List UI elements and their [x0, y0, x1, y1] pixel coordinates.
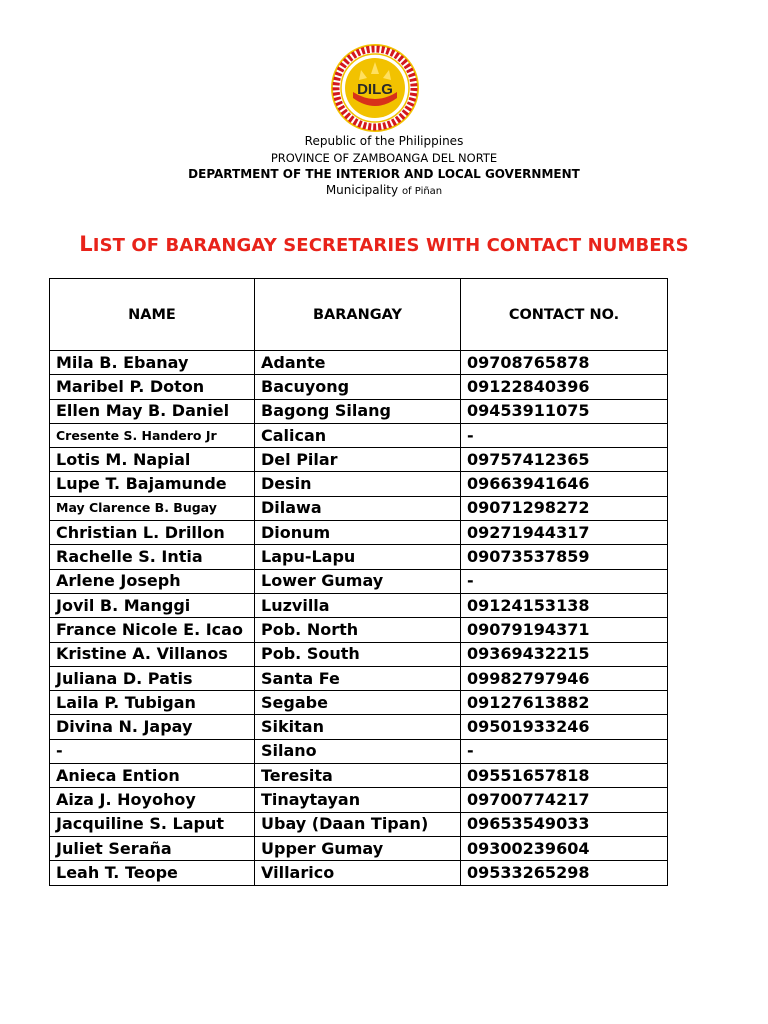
- cell-contact: -: [461, 423, 668, 447]
- cell-name: Divina N. Japay: [50, 715, 255, 739]
- cell-name: Jacquiline S. Laput: [50, 812, 255, 836]
- table-row: [50, 593, 668, 617]
- cell-barangay: Tinaytayan: [255, 788, 461, 812]
- cell-barangay: Lapu-Lapu: [255, 545, 461, 569]
- cell-name: Ellen May B. Daniel: [50, 399, 255, 423]
- table-row: [50, 569, 668, 593]
- cell-contact: 09653549033: [461, 812, 668, 836]
- table-row: [50, 448, 668, 472]
- table-row: [50, 423, 668, 447]
- table-row: [50, 666, 668, 690]
- cell-barangay: Villarico: [255, 861, 461, 885]
- cell-contact: 09300239604: [461, 836, 668, 860]
- municipality-label: Municipality: [325, 183, 399, 197]
- cell-barangay: Ubay (Daan Tipan): [255, 812, 461, 836]
- table-header-row: [50, 279, 668, 351]
- cell-contact: 09271944317: [461, 521, 668, 545]
- cell-contact: 09071298272: [461, 496, 668, 520]
- cell-name: Lotis M. Napial: [50, 448, 255, 472]
- cell-barangay: Upper Gumay: [255, 836, 461, 860]
- cell-name: Rachelle S. Intia: [50, 545, 255, 569]
- cell-barangay: Silano: [255, 739, 461, 763]
- cell-name: Cresente S. Handero Jr: [50, 423, 255, 447]
- table-row: [50, 375, 668, 399]
- cell-barangay: Dilawa: [255, 496, 461, 520]
- table-row: [50, 812, 668, 836]
- cell-barangay: Pob. North: [255, 618, 461, 642]
- cell-contact: 09708765878: [461, 351, 668, 375]
- cell-name: Aiza J. Hoyohoy: [50, 788, 255, 812]
- cell-barangay: Sikitan: [255, 715, 461, 739]
- cell-name: Laila P. Tubigan: [50, 691, 255, 715]
- cell-contact: -: [461, 569, 668, 593]
- cell-name: Maribel P. Doton: [50, 375, 255, 399]
- cell-contact: 09501933246: [461, 715, 668, 739]
- table-row: [50, 691, 668, 715]
- table-row: [50, 521, 668, 545]
- table-row: [50, 739, 668, 763]
- cell-barangay: Adante: [255, 351, 461, 375]
- cell-contact: 09700774217: [461, 788, 668, 812]
- table-row: [50, 496, 668, 520]
- page-title: [0, 232, 768, 256]
- cell-contact: -: [461, 739, 668, 763]
- cell-contact: 09124153138: [461, 593, 668, 617]
- table-row: [50, 399, 668, 423]
- secretaries-table: [49, 278, 668, 886]
- cell-name: Leah T. Teope: [50, 861, 255, 885]
- table-row: [50, 764, 668, 788]
- title-rest: IST OF BARANGAY SECRETARIES WITH CONTACT NUMBERS: [92, 235, 689, 256]
- cell-barangay: Pob. South: [255, 642, 461, 666]
- header-department: DEPARTMENT OF THE INTERIOR AND LOCAL GOVERNMENT: [188, 167, 580, 181]
- column-header-name: NAME: [50, 279, 255, 351]
- header-municipality: [0, 183, 768, 197]
- table-row: [50, 545, 668, 569]
- cell-name: May Clarence B. Bugay: [50, 496, 255, 520]
- header-republic: Republic of the Philippines: [304, 134, 464, 148]
- cell-contact: 09079194371: [461, 618, 668, 642]
- cell-name: Juliana D. Patis: [50, 666, 255, 690]
- cell-barangay: Santa Fe: [255, 666, 461, 690]
- cell-contact: 09073537859: [461, 545, 668, 569]
- cell-name: Kristine A. Villanos: [50, 642, 255, 666]
- table-row: [50, 715, 668, 739]
- cell-contact: 09533265298: [461, 861, 668, 885]
- cell-barangay: Lower Gumay: [255, 569, 461, 593]
- cell-barangay: Desin: [255, 472, 461, 496]
- table-row: [50, 836, 668, 860]
- cell-name: Mila B. Ebanay: [50, 351, 255, 375]
- cell-contact: 09757412365: [461, 448, 668, 472]
- table-row: [50, 472, 668, 496]
- dilg-seal-logo: [331, 44, 419, 132]
- cell-name: Arlene Joseph: [50, 569, 255, 593]
- cell-name: Anieca Ention: [50, 764, 255, 788]
- table-row: [50, 618, 668, 642]
- cell-contact: 09122840396: [461, 375, 668, 399]
- cell-barangay: Bagong Silang: [255, 399, 461, 423]
- logo-text: DILG: [357, 81, 393, 98]
- cell-barangay: Segabe: [255, 691, 461, 715]
- cell-contact: 09551657818: [461, 764, 668, 788]
- title-cap: L: [79, 232, 93, 256]
- cell-name: France Nicole E. Icao: [50, 618, 255, 642]
- cell-name: Christian L. Drillon: [50, 521, 255, 545]
- cell-name: -: [50, 739, 255, 763]
- column-header-barangay: BARANGAY: [255, 279, 461, 351]
- cell-name: Juliet Seraña: [50, 836, 255, 860]
- cell-contact: 09982797946: [461, 666, 668, 690]
- municipality-name: of Piñan: [401, 186, 443, 197]
- table-row: [50, 788, 668, 812]
- cell-name: Jovil B. Manggi: [50, 593, 255, 617]
- cell-contact: 09453911075: [461, 399, 668, 423]
- column-header-contact: CONTACT NO.: [461, 279, 668, 351]
- table-row: [50, 642, 668, 666]
- cell-contact: 09369432215: [461, 642, 668, 666]
- cell-barangay: Del Pilar: [255, 448, 461, 472]
- cell-contact: 09127613882: [461, 691, 668, 715]
- header-province: PROVINCE OF ZAMBOANGA DEL NORTE: [270, 151, 498, 165]
- table-row: [50, 351, 668, 375]
- cell-name: Lupe T. Bajamunde: [50, 472, 255, 496]
- cell-barangay: Calican: [255, 423, 461, 447]
- cell-barangay: Teresita: [255, 764, 461, 788]
- cell-contact: 09663941646: [461, 472, 668, 496]
- cell-barangay: Bacuyong: [255, 375, 461, 399]
- cell-barangay: Luzvilla: [255, 593, 461, 617]
- cell-barangay: Dionum: [255, 521, 461, 545]
- table-row: [50, 861, 668, 885]
